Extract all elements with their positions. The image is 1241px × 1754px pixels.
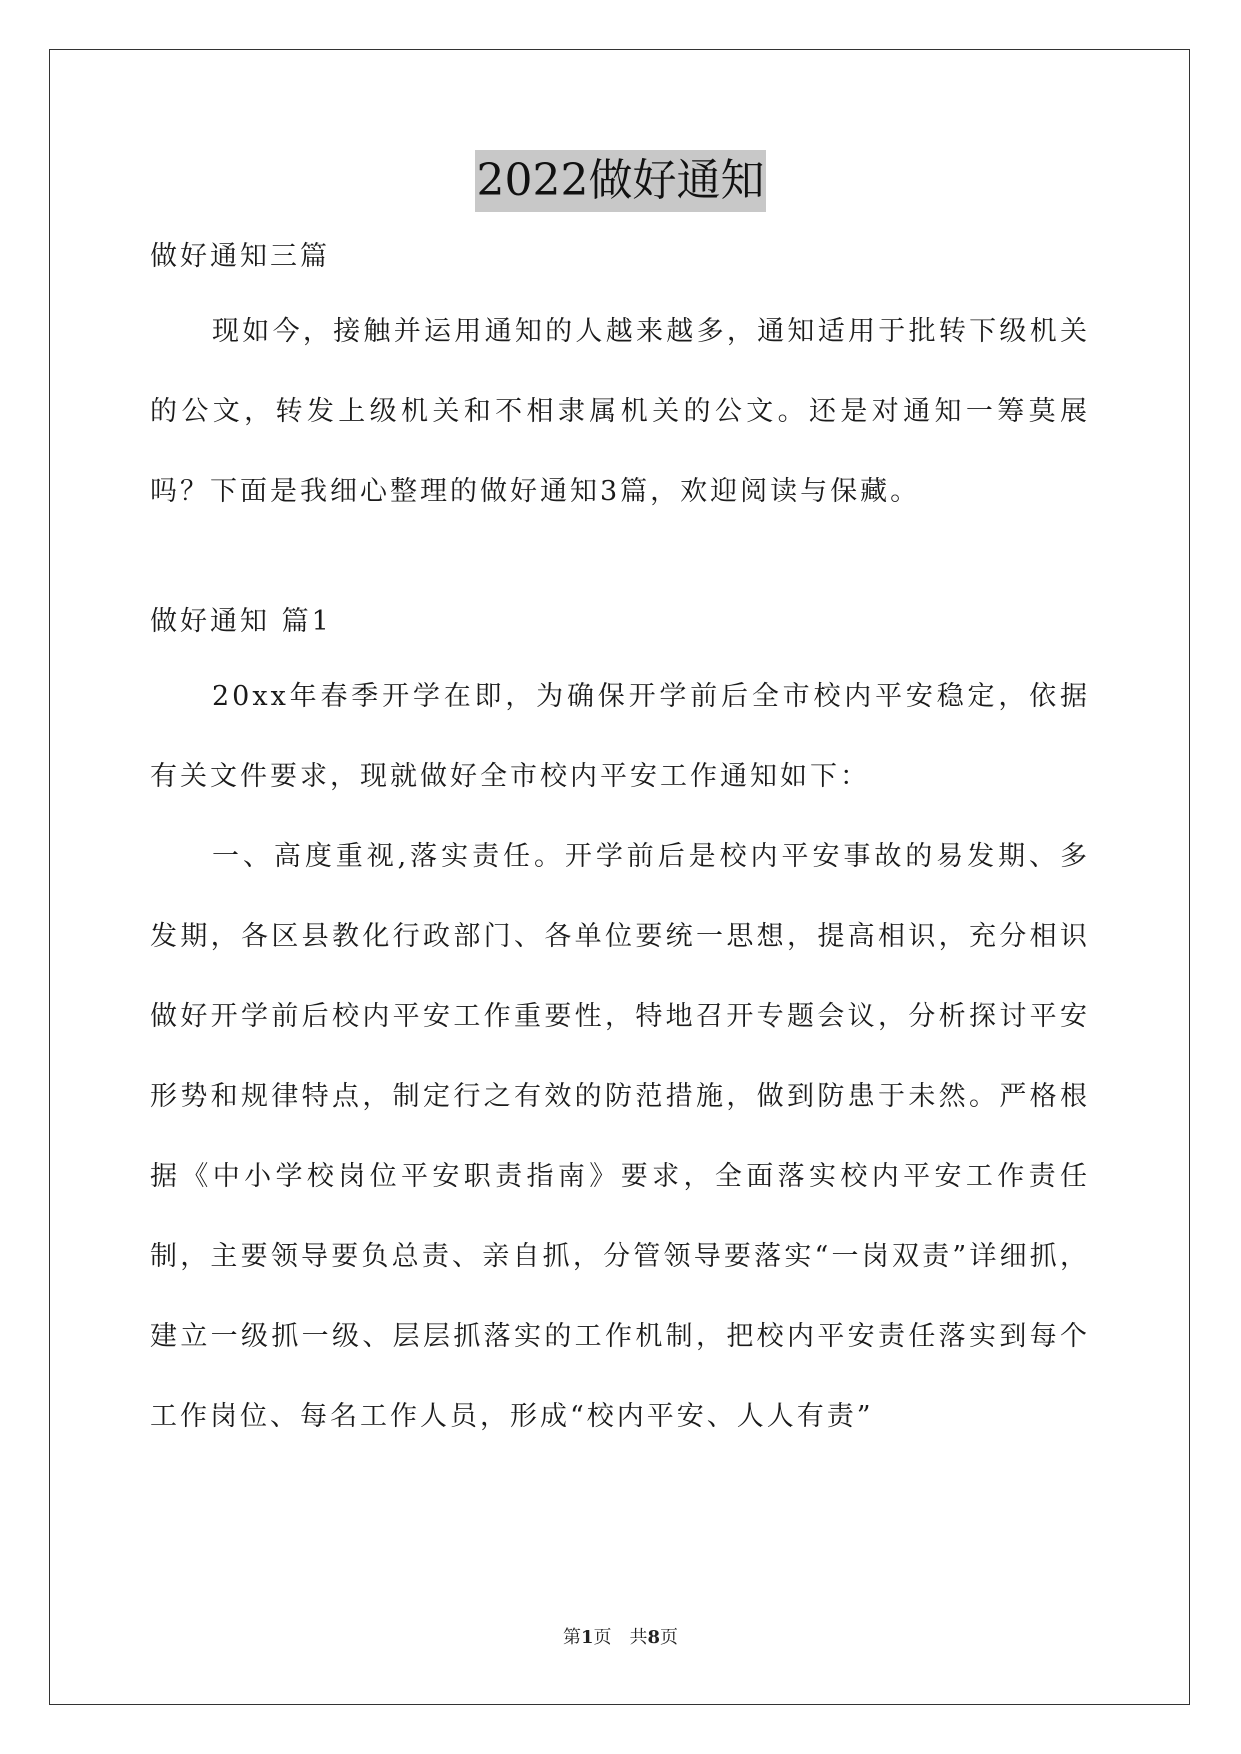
- title-text: 2022做好通知: [475, 150, 767, 212]
- page-prefix: 第: [562, 1627, 581, 1648]
- section1-paragraph-2: 一、高度重视,落实责任。开学前后是校内平安事故的易发期、多发期，各区县教化行政部门、各单位要统一思想，提高相识，充分相识做好开学前后校内平安工作重要性，特地召开专题会议，分析探讨平安形势和规律特点，制定行之有效的防范措施，做到防患于未然。严格根据《中小学校岗位平安职责指南》要求，全面落实校内平安工作责任制，主要领导要负总责、亲自抓，分管领导要落实“一岗双责”详细抓，建立一级抓一级、层层抓落实的工作机制，把校内平安责任落实到每个工作岗位、每名工作人员，形成“校内平安、人人有责”: [150, 841, 1090, 1432]
- intro-paragraph: 现如今，接触并运用通知的人越来越多，通知适用于批转下级机关的公文，转发上级机关和不相隶属机关的公文。还是对通知一筹莫展吗？下面是我细心整理的做好通知3篇，欢迎阅读与保藏。: [150, 316, 1090, 507]
- page-current: 1: [580, 1627, 594, 1648]
- page-footer: [0, 1623, 1241, 1649]
- section1-paragraph-1: 20xx年春季开学在即，为确保开学前后全市校内平安稳定，依据有关文件要求，现就做好全市校内平安工作通知如下：: [150, 681, 1090, 792]
- subtitle: 做好通知三篇: [150, 241, 330, 272]
- intro-block: [150, 292, 1090, 532]
- page-total: 8: [647, 1627, 661, 1648]
- page-suffix: 页: [660, 1627, 679, 1648]
- page-mid: 页 共: [593, 1627, 648, 1648]
- section1-body: [150, 657, 1090, 1457]
- section1-heading: 做好通知 篇1: [150, 606, 332, 637]
- document-title: [0, 150, 1241, 212]
